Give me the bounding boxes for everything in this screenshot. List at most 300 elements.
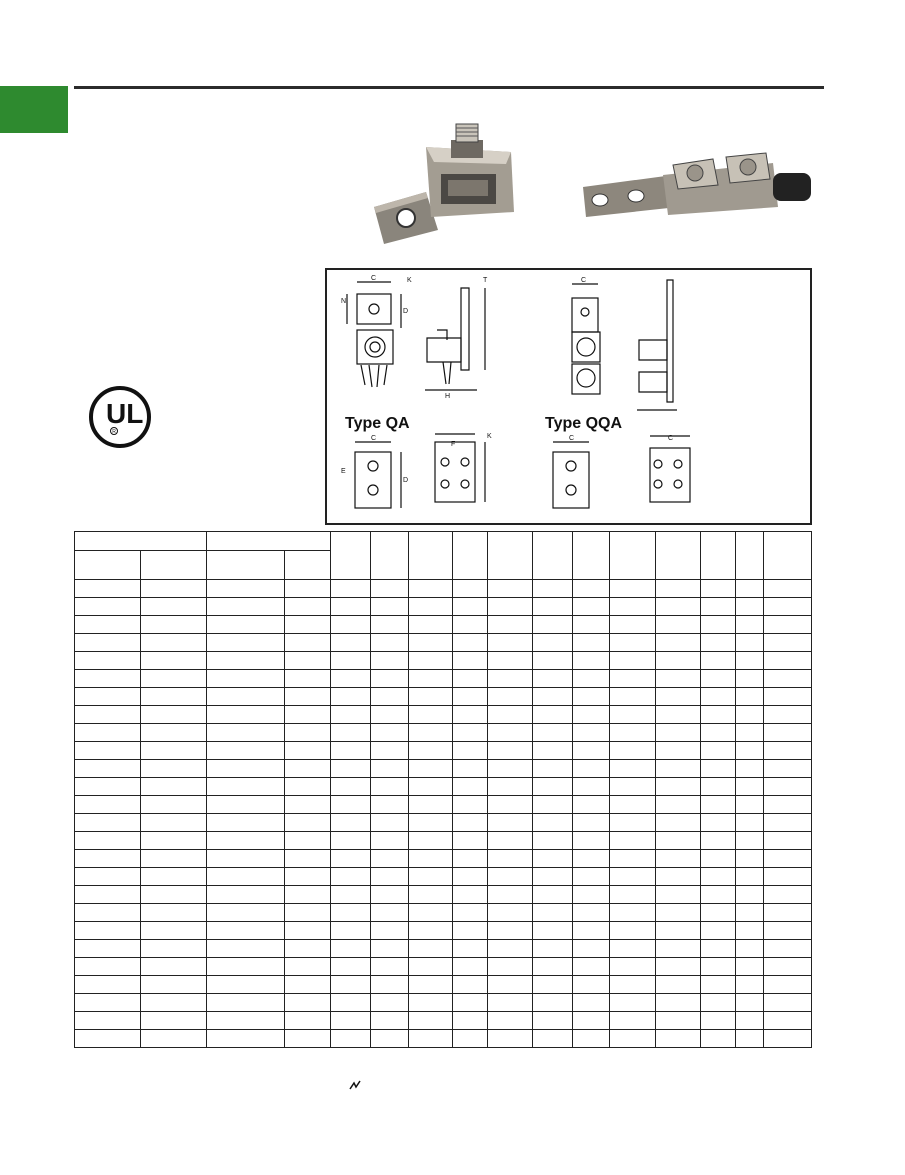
table-cell <box>573 652 610 670</box>
table-cell <box>453 1012 488 1030</box>
table-cell <box>409 760 453 778</box>
table-cell <box>207 832 285 850</box>
table-cell <box>610 670 656 688</box>
dim-h-label: H <box>445 393 451 400</box>
table-cell <box>736 580 764 598</box>
table-cell <box>331 706 371 724</box>
table-cell <box>736 958 764 976</box>
table-cell <box>610 832 656 850</box>
table-cell <box>207 616 285 634</box>
table-cell <box>488 850 533 868</box>
table-cell <box>453 796 488 814</box>
table-cell <box>75 922 141 940</box>
table-cell <box>656 652 701 670</box>
table-cell <box>573 670 610 688</box>
table-cell <box>736 598 764 616</box>
table-row <box>75 796 812 814</box>
header-rule <box>74 86 824 89</box>
table-cell <box>701 850 736 868</box>
table-cell <box>533 976 573 994</box>
table-row <box>75 616 812 634</box>
table-cell <box>75 580 141 598</box>
table-cell <box>371 868 409 886</box>
table-cell <box>141 886 207 904</box>
dim-e-label: E <box>341 468 346 475</box>
table-cell <box>488 652 533 670</box>
table-cell <box>573 958 610 976</box>
table-cell <box>409 886 453 904</box>
table-cell <box>656 778 701 796</box>
table-header-cell <box>409 532 453 580</box>
dim-d-label: D <box>403 308 409 315</box>
table-row <box>75 940 812 958</box>
table-row <box>75 868 812 886</box>
table-cell <box>488 598 533 616</box>
spec-table <box>74 531 812 1048</box>
table-cell <box>371 760 409 778</box>
table-cell <box>141 868 207 886</box>
table-header-row <box>75 532 812 551</box>
table-cell <box>656 670 701 688</box>
table-cell <box>764 688 812 706</box>
table-cell <box>207 796 285 814</box>
table-cell <box>371 598 409 616</box>
table-cell <box>656 634 701 652</box>
table-cell <box>701 616 736 634</box>
table-cell <box>533 688 573 706</box>
table-cell <box>141 1012 207 1030</box>
table-cell <box>141 904 207 922</box>
table-cell <box>207 670 285 688</box>
table-cell <box>573 688 610 706</box>
dim-c-label-2: C <box>371 435 377 442</box>
table-cell <box>75 994 141 1012</box>
table-cell <box>736 868 764 886</box>
table-row <box>75 850 812 868</box>
table-cell <box>736 724 764 742</box>
table-cell <box>371 940 409 958</box>
table-cell <box>736 634 764 652</box>
qqa-side-view <box>637 280 677 410</box>
table-cell <box>409 598 453 616</box>
table-cell <box>533 868 573 886</box>
table-cell <box>533 778 573 796</box>
table-cell <box>409 976 453 994</box>
table-cell <box>371 1030 409 1048</box>
table-cell <box>610 976 656 994</box>
table-cell <box>207 634 285 652</box>
table-cell <box>285 670 331 688</box>
table-cell <box>610 904 656 922</box>
ul-mark-letters: UL <box>106 398 144 429</box>
table-cell <box>141 706 207 724</box>
table-cell <box>207 994 285 1012</box>
table-cell <box>409 814 453 832</box>
table-cell <box>285 994 331 1012</box>
table-cell <box>371 616 409 634</box>
table-cell <box>331 760 371 778</box>
table-cell <box>764 616 812 634</box>
table-cell <box>764 886 812 904</box>
table-cell <box>285 760 331 778</box>
table-cell <box>371 796 409 814</box>
table-cell <box>573 724 610 742</box>
table-cell <box>75 688 141 706</box>
table-header-cell <box>331 532 371 580</box>
table-cell <box>409 706 453 724</box>
table-cell <box>453 904 488 922</box>
table-cell <box>331 958 371 976</box>
table-header-cell <box>488 532 533 580</box>
table-cell <box>371 904 409 922</box>
table-cell <box>764 940 812 958</box>
table-cell <box>573 886 610 904</box>
table-row <box>75 1012 812 1030</box>
table-cell <box>656 1030 701 1048</box>
table-cell <box>656 742 701 760</box>
table-cell <box>610 616 656 634</box>
table-cell <box>610 814 656 832</box>
table-row <box>75 706 812 724</box>
table-cell <box>533 1012 573 1030</box>
table-cell <box>141 688 207 706</box>
table-cell <box>736 778 764 796</box>
table-cell <box>141 940 207 958</box>
table-cell <box>331 634 371 652</box>
table-cell <box>285 940 331 958</box>
dim-d-label-2: D <box>403 477 409 484</box>
table-cell <box>610 778 656 796</box>
table-cell <box>331 904 371 922</box>
table-cell <box>573 760 610 778</box>
table-cell <box>656 724 701 742</box>
table-cell <box>453 976 488 994</box>
dim-c-label-4: C <box>569 435 575 442</box>
table-cell <box>610 742 656 760</box>
table-cell <box>656 616 701 634</box>
table-cell <box>488 616 533 634</box>
table-cell <box>764 922 812 940</box>
table-cell <box>488 580 533 598</box>
table-cell <box>656 796 701 814</box>
table-cell <box>141 616 207 634</box>
table-cell <box>141 1030 207 1048</box>
table-cell <box>207 688 285 706</box>
table-cell <box>453 580 488 598</box>
table-subheader-cell <box>75 551 141 580</box>
table-cell <box>371 832 409 850</box>
table-cell <box>533 598 573 616</box>
table-cell <box>409 796 453 814</box>
table-cell <box>610 958 656 976</box>
table-cell <box>371 778 409 796</box>
table-header-cell <box>573 532 610 580</box>
table-cell <box>207 940 285 958</box>
table-cell <box>573 598 610 616</box>
table-cell <box>701 958 736 976</box>
table-cell <box>409 580 453 598</box>
table-cell <box>453 814 488 832</box>
qa-lug-photo <box>356 112 526 252</box>
table-cell <box>285 616 331 634</box>
table-cell <box>331 580 371 598</box>
table-cell <box>409 652 453 670</box>
table-cell <box>533 886 573 904</box>
table-row <box>75 688 812 706</box>
table-cell <box>764 742 812 760</box>
table-cell <box>701 742 736 760</box>
table-cell <box>453 868 488 886</box>
table-cell <box>701 580 736 598</box>
table-cell <box>207 598 285 616</box>
table-cell <box>656 904 701 922</box>
table-cell <box>75 1012 141 1030</box>
table-cell <box>285 796 331 814</box>
qa-bottom-views <box>355 434 485 508</box>
table-cell <box>764 778 812 796</box>
table-cell <box>736 904 764 922</box>
table-cell <box>533 904 573 922</box>
dim-c-label-3: C <box>581 277 587 284</box>
table-cell <box>207 580 285 598</box>
table-cell <box>285 778 331 796</box>
table-cell <box>736 742 764 760</box>
table-cell <box>488 742 533 760</box>
table-cell <box>331 1030 371 1048</box>
table-cell <box>701 598 736 616</box>
table-cell <box>331 832 371 850</box>
table-cell <box>764 994 812 1012</box>
table-cell <box>75 724 141 742</box>
table-cell <box>285 724 331 742</box>
table-cell <box>701 940 736 958</box>
table-cell <box>488 814 533 832</box>
table-cell <box>736 814 764 832</box>
table-cell <box>701 832 736 850</box>
table-header-cell <box>207 532 331 551</box>
table-cell <box>610 940 656 958</box>
table-cell <box>533 850 573 868</box>
table-cell <box>573 634 610 652</box>
table-cell <box>141 994 207 1012</box>
table-cell <box>736 940 764 958</box>
table-row <box>75 652 812 670</box>
table-row <box>75 634 812 652</box>
table-cell <box>207 760 285 778</box>
table-cell <box>331 922 371 940</box>
table-cell <box>573 616 610 634</box>
type-qqa-label: Type QQA <box>545 415 623 432</box>
table-cell <box>207 1012 285 1030</box>
table-cell <box>371 850 409 868</box>
table-cell <box>701 1012 736 1030</box>
table-cell <box>207 706 285 724</box>
table-header-cell <box>656 532 701 580</box>
table-cell <box>764 580 812 598</box>
table-cell <box>453 778 488 796</box>
qqa-bottom-views <box>553 436 690 508</box>
type-qa-label: Type QA <box>345 415 410 432</box>
table-cell <box>75 1030 141 1048</box>
table-cell <box>701 796 736 814</box>
table-cell <box>409 868 453 886</box>
table-cell <box>331 1012 371 1030</box>
table-cell <box>488 634 533 652</box>
table-row <box>75 832 812 850</box>
table-cell <box>371 580 409 598</box>
table-cell <box>75 796 141 814</box>
table-cell <box>736 670 764 688</box>
table-cell <box>610 580 656 598</box>
table-cell <box>610 922 656 940</box>
table-cell <box>371 1012 409 1030</box>
table-cell <box>409 616 453 634</box>
table-cell <box>610 634 656 652</box>
table-cell <box>371 994 409 1012</box>
table-cell <box>453 760 488 778</box>
table-cell <box>371 634 409 652</box>
table-cell <box>331 778 371 796</box>
table-cell <box>331 670 371 688</box>
table-cell <box>573 976 610 994</box>
table-cell <box>331 868 371 886</box>
table-cell <box>488 688 533 706</box>
table-header-cell <box>610 532 656 580</box>
table-cell <box>764 1012 812 1030</box>
table-cell <box>764 832 812 850</box>
table-cell <box>75 904 141 922</box>
table-cell <box>75 634 141 652</box>
table-cell <box>371 724 409 742</box>
table-cell <box>331 742 371 760</box>
table-cell <box>371 886 409 904</box>
table-cell <box>409 850 453 868</box>
table-cell <box>656 850 701 868</box>
table-cell <box>701 994 736 1012</box>
table-cell <box>533 724 573 742</box>
table-cell <box>533 1030 573 1048</box>
table-cell <box>764 958 812 976</box>
table-cell <box>533 580 573 598</box>
table-cell <box>331 814 371 832</box>
table-cell <box>141 850 207 868</box>
table-cell <box>610 688 656 706</box>
table-cell <box>533 652 573 670</box>
table-cell <box>656 688 701 706</box>
table-cell <box>285 868 331 886</box>
table-cell <box>488 1030 533 1048</box>
table-cell <box>533 796 573 814</box>
table-cell <box>488 994 533 1012</box>
table-cell <box>453 742 488 760</box>
table-cell <box>207 886 285 904</box>
table-row <box>75 778 812 796</box>
table-cell <box>453 652 488 670</box>
table-cell <box>701 976 736 994</box>
table-cell <box>285 1012 331 1030</box>
dim-f-label: F <box>451 441 456 448</box>
table-cell <box>141 724 207 742</box>
table-cell <box>736 1030 764 1048</box>
table-cell <box>207 922 285 940</box>
table-cell <box>285 850 331 868</box>
table-cell <box>331 796 371 814</box>
table-cell <box>736 760 764 778</box>
table-cell <box>453 958 488 976</box>
lightning-symbol-icon <box>348 1079 362 1091</box>
table-cell <box>409 904 453 922</box>
table-cell <box>701 706 736 724</box>
table-cell <box>736 886 764 904</box>
table-row <box>75 760 812 778</box>
table-cell <box>764 706 812 724</box>
table-cell <box>736 652 764 670</box>
table-cell <box>656 868 701 886</box>
table-cell <box>610 598 656 616</box>
table-cell <box>610 706 656 724</box>
table-subheader-cell <box>285 551 331 580</box>
table-cell <box>701 760 736 778</box>
table-cell <box>75 598 141 616</box>
table-cell <box>285 922 331 940</box>
table-row <box>75 742 812 760</box>
table-cell <box>701 1030 736 1048</box>
table-cell <box>573 1012 610 1030</box>
table-cell <box>764 652 812 670</box>
table-row <box>75 994 812 1012</box>
dim-c-label-5: C <box>668 435 674 442</box>
table-cell <box>207 976 285 994</box>
table-cell <box>331 616 371 634</box>
table-cell <box>285 886 331 904</box>
table-cell <box>573 850 610 868</box>
table-row <box>75 1030 812 1048</box>
table-cell <box>701 724 736 742</box>
table-cell <box>736 832 764 850</box>
table-cell <box>736 616 764 634</box>
dim-n-label: N <box>341 298 347 305</box>
table-cell <box>736 976 764 994</box>
table-cell <box>736 688 764 706</box>
table-cell <box>409 958 453 976</box>
table-cell <box>207 904 285 922</box>
table-cell <box>409 778 453 796</box>
table-row <box>75 724 812 742</box>
table-cell <box>75 832 141 850</box>
table-cell <box>736 706 764 724</box>
table-cell <box>285 634 331 652</box>
table-cell <box>610 886 656 904</box>
table-cell <box>573 1030 610 1048</box>
table-cell <box>371 670 409 688</box>
table-row <box>75 922 812 940</box>
table-cell <box>141 976 207 994</box>
table-cell <box>533 958 573 976</box>
table-cell <box>75 886 141 904</box>
table-row <box>75 904 812 922</box>
table-cell <box>610 760 656 778</box>
table-cell <box>453 1030 488 1048</box>
table-cell <box>656 994 701 1012</box>
table-cell <box>701 688 736 706</box>
table-cell <box>701 634 736 652</box>
table-cell <box>701 904 736 922</box>
table-cell <box>656 1012 701 1030</box>
table-cell <box>141 634 207 652</box>
table-cell <box>453 850 488 868</box>
table-cell <box>533 832 573 850</box>
table-cell <box>331 850 371 868</box>
